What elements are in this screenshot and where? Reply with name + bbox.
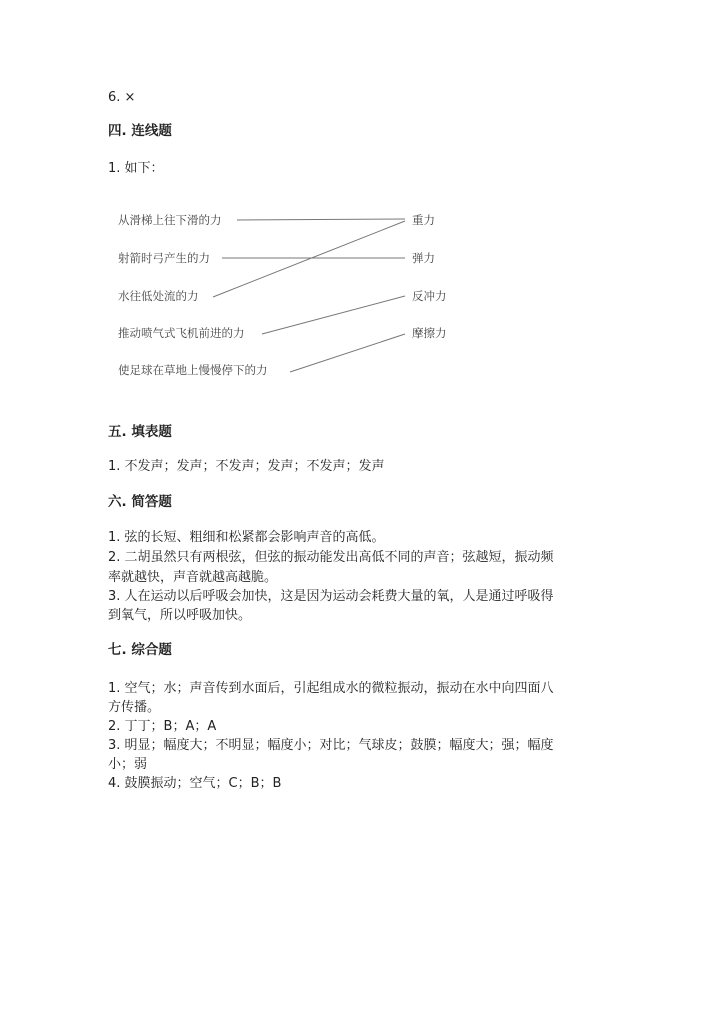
section-7-line: 小；弱: [108, 757, 148, 772]
section-7-line: 4. 鼓膜振动；空气；C；B；B: [108, 776, 282, 791]
match-line-5: [290, 334, 405, 372]
section-6-line: 率就越快，声音就越高越脆。: [108, 570, 278, 585]
section-6-line: 3. 人在运动以后呼吸会加快，这是因为运动会耗费大量的氧，人是通过呼吸得: [108, 589, 554, 604]
section-7-title: 七. 综合题: [108, 642, 172, 658]
match-left-4: 推动喷气式飞机前进的力: [118, 326, 245, 340]
match-right-4: 摩擦力: [412, 326, 447, 340]
section-7-line: 方传播。: [108, 700, 161, 715]
section-6-line: 2. 二胡虽然只有两根弦，但弦的振动能发出高低不同的声音；弦越短，振动频: [108, 550, 554, 565]
match-left-1: 从滑梯上往下滑的力: [118, 213, 222, 227]
section-6-line: 到氧气，所以呼吸加快。: [108, 608, 252, 623]
match-line-3: [213, 221, 405, 297]
section-4-title: 四. 连线题: [108, 123, 172, 139]
section-7-line: 1. 空气；水；声音传到水面后，引起组成水的微粒振动，振动在水中向四面八: [108, 681, 554, 696]
section-7-line: 2. 丁丁；B；A；A: [108, 719, 217, 734]
match-left-2: 射箭时弓产生的力: [118, 251, 210, 265]
match-right-2: 弹力: [412, 251, 435, 265]
match-left-5: 使足球在草地上慢慢停下的力: [118, 363, 268, 377]
match-line-4: [262, 296, 405, 334]
section-5-q1: 1. 不发声；发声；不发声；发声；不发声；发声: [108, 459, 385, 474]
matching-lines: [0, 0, 720, 420]
match-right-1: 重力: [412, 213, 435, 227]
answer-6: 6. ×: [108, 90, 136, 105]
section-6-line: 1. 弦的长短、粗细和松紧都会影响声音的高低。: [108, 530, 385, 545]
match-left-3: 水往低处流的力: [118, 289, 199, 303]
section-4-q1: 1. 如下：: [108, 161, 164, 176]
match-right-3: 反冲力: [412, 289, 447, 303]
section-5-title: 五. 填表题: [108, 424, 172, 440]
section-6-title: 六. 简答题: [108, 494, 172, 510]
match-line-1: [237, 219, 405, 220]
section-7-line: 3. 明显；幅度大；不明显；幅度小；对比；气球皮；鼓膜；幅度大；强；幅度: [108, 738, 554, 753]
